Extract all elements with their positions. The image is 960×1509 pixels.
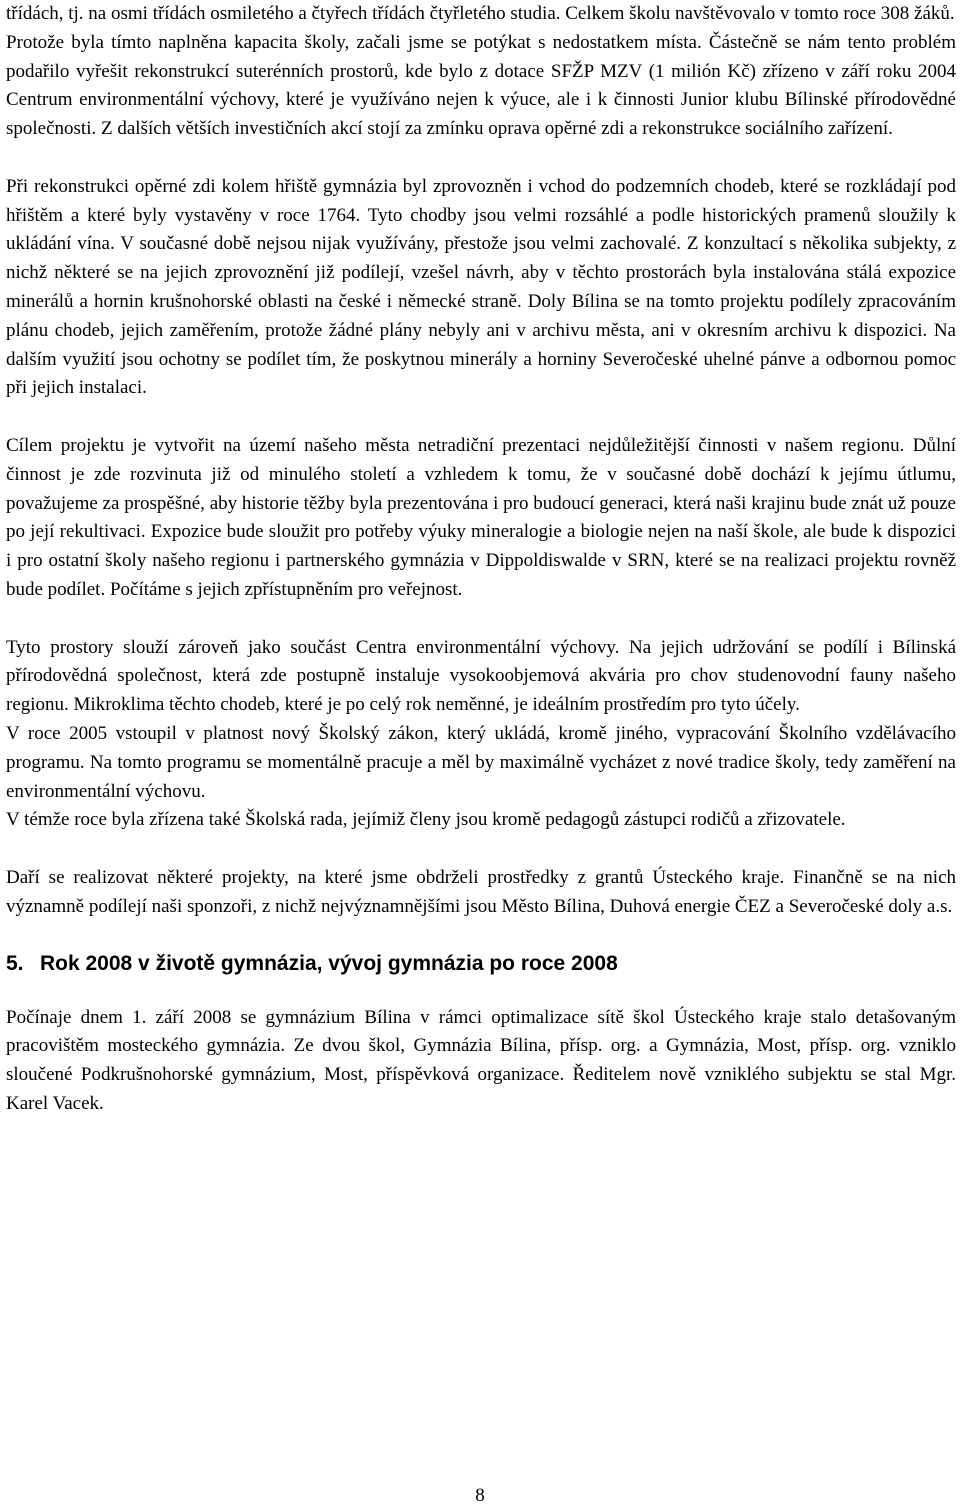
section-number: 5. xyxy=(6,951,24,975)
paragraph-underground-corridors: Při rekonstrukci opěrné zdi kolem hřiště gymnázia byl zprovozněn i vchod do podzemních chodeb, které se rozkládají pod hřištěm a které byly vystavěny v roce 1764. Tyto chodby jsou velmi rozsáhlé a podle historických pramenů sloužily k ukládání vína. V současné době nejsou nijak využívány, přestože jsou velmi zachovalé. Z konzultací s několika subjekty, z nichž některé se na jejich zprovoznění již podílejí, vzešel návrh, aby v těchto prostorách byla instalována stálá expozice minerálů a hornin krušnohorské oblasti na české i německé straně. Doly Bílina se na tomto projektu podílely zpracováním plánu chodeb, jejich zaměřením, protože žádné plány nebyly ani v archivu města, ani v okresním archivu k dispozici. Na dalším využití jsou ochotny se podílet tím, že poskytnou minerály a horniny Severočeské uhelné pánve a odbornou pomoc při jejich instalaci. xyxy=(6,175,956,399)
paragraph-student-count: třídách, tj. na osmi třídách osmiletého a čtyřech třídách čtyřletého studia. Celkem školu navštěvovalo v tomto roce 308 žáků. xyxy=(6,3,955,24)
paragraph-merger: Počínaje dnem 1. září 2008 se gymnázium Bílina v rámci optimalizace sítě škol Ústeckého kraje stalo detašovaným pracovištěm mosteckého gymnázia. Ze dvou škol, Gymnázia Bílina, přísp. org. a Gymnázia, Most, přísp. org. vzniklo sloučené Podkrušnohorské gymnázium, Most, příspěvková organizace. Ředitelem nově vzniklého subjektu se stal Mgr. Karel Vacek. xyxy=(6,1006,956,1114)
paragraph-project-goal: Cílem projektu je vytvořit na území našeho města netradiční prezentaci nejdůležitější činnosti v našem regionu. Důlní činnost je zde rozvinuta již od minulého století a vzhledem k tomu, že v současné době dochází k jejímu útlumu, považujeme za prospěšné, aby historie těžby byla prezentována i pro budoucí generaci, která naši krajinu bude znát už pouze po její rekultivaci. Expozice bude sloužit pro potřeby výuky mineralogie a biologie nejen na naší škole, ale bude k dispozici i pro ostatní školy našeho regionu i partnerského gymnázia v Dippoldiswalde v SRN, které se na realizaci projektu rovněž bude podílet. Počítáme s jejich zpřístupněním pro veřejnost. xyxy=(6,434,956,600)
paragraph-school-council: V témže roce byla zřízena také Školská rada, jejímiž členy jsou kromě pedagogů zástupci rodičů a zřizovatele. xyxy=(6,809,846,831)
paragraph-capacity: Protože byla tímto naplněna kapacita školy, začali jsme se potýkat s nedostatkem místa. Částečně se nám tento problém podařilo vyřešit rekonstrukcí suterénních prostorů, kde bylo z dotace SFŽP MZV (1 milión Kč) zřízeno v září roku 2004 Centrum environmentální výchovy, které je využíváno nejen k výuce, ale i k činnosti Junior klubu Bílinské přírodovědné společnosti. Z dalších větších investičních akcí stojí za zmínku oprava opěrné zdi a rekonstrukce sociálního zařízení. xyxy=(6,31,956,140)
paragraph-environmental-center: Tyto prostory slouží zároveň jako součást Centra environmentální výchovy. Na jejich udržování se podílí i Bílinská přírodovědná společnost, která zde postupně instaluje vysokoobjemová akvária pro chov studenovodní fauny našeho regionu. Mikroklima těchto chodeb, které je po celý rok neměnné, je ideálním prostředím pro tyto účely. xyxy=(6,636,956,716)
page-number: 8 xyxy=(475,1485,485,1506)
section-heading xyxy=(6,950,956,978)
paragraph-grants: Daří se realizovat některé projekty, na které jsme obdrželi prostředky z grantů Ústeckého kraje. Finančně se na nich významně podílejí naši sponzoři, z nichž nejvýznamnějšími jsou Město Bílina, Duhová energie ČEZ a Severočeské doly a.s. xyxy=(6,866,956,917)
document-page xyxy=(6,0,956,1119)
section-title: Rok 2008 v životě gymnázia, vývoj gymnázia po roce 2008 xyxy=(40,951,618,975)
paragraph-school-law: V roce 2005 vstoupil v platnost nový Školský zákon, který ukládá, kromě jiného, vypracování Školního vzdělávacího programu. Na tomto programu se momentálně pracuje a měl by maximálně vycházet z nové tradice školy, tedy zaměření na environmentální výchovu. xyxy=(6,722,956,802)
